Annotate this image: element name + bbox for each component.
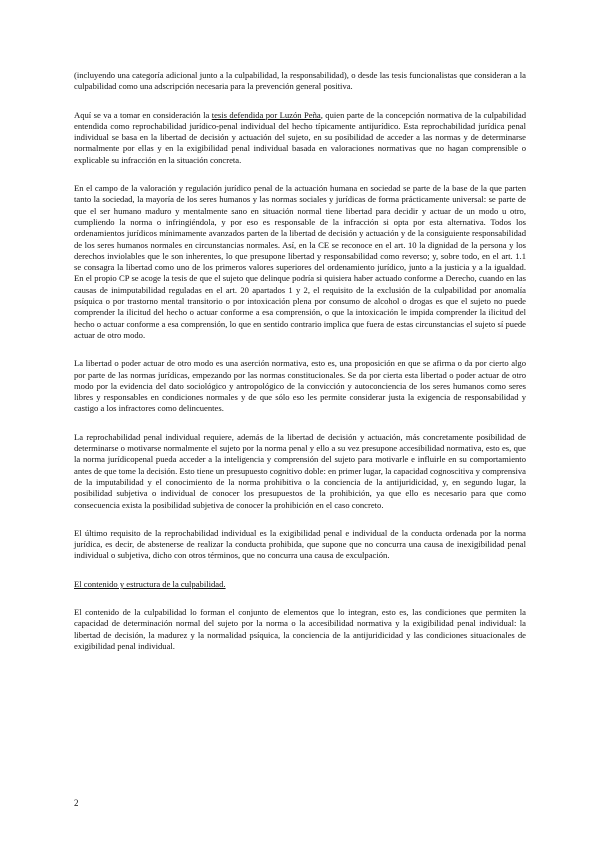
- paragraph-asercion-normativa: La libertad o poder actuar de otro modo es una aserción normativa, esto es, una proposición en que se afirma o da por cierto algo por parte de las normas jurídicas, empezando por las normas constitucionales. Se da por cierta esta libertad o poder actuar de otro modo por la evidencia del dato sociológico y antropológico de la convicción y autoconciencia de los seres humanos como seres libres y responsables en condiciones normales y de que sólo eso les permite considerar justa la exigencia de responsabilidad y castigo a los infractores como delincuentes.: [74, 358, 526, 414]
- section-heading: El contenido y estructura de la culpabilidad.: [74, 578, 226, 589]
- document-body: [74, 70, 526, 669]
- paragraph-contenido: El contenido de la culpabilidad lo forman el conjunto de elementos que lo integran, esto es, las condiciones que permiten la capacidad de determinación normal del sujeto por la norma o la accesibilidad normativa y la exigibilidad penal individual: la libertad de decisión, la madurez y la normalidad psíquica, la conciencia de la antijuridicidad y las condiciones situacionales de exigibilidad penal individual.: [74, 606, 526, 651]
- paragraph-continuation: (incluyendo una categoría adicional junto a la culpabilidad, la responsabilidad), o desde las tesis funcionalistas que consideran a la culpabilidad como una adscripción necesaria para la prevención general positiva.: [74, 70, 526, 92]
- paragraph-luzon-pena: [74, 110, 526, 166]
- paragraph-text: , quien parte de la concepción normativa de la culpabilidad entendida como reprochabilidad jurídico-penal individual del hecho típicamente antijurídico. Esta reprochabilidad jurídica penal individual se basa en la libertad de decisión y actuación del sujeto, en su posibilidad de acceder a las normas y de determinarse normalmente por ellas y en la exigibilidad penal individual basada en valoraciones normativas que no hagan comprensible o explicable su infracción en la situación concreta.: [74, 109, 526, 165]
- paragraph-reprochabilidad: La reprochabilidad penal individual requiere, además de la libertad de decisión y actuación, más concretamente posibilidad de determinarse o motivarse normalmente el sujeto por la norma penal y ello a su vez presupone accesibilidad normativa, esto es, que la norma jurídicopenal pueda acceder a la inteligencia y comprensión del sujeto para motivarle e influirle en su comportamiento antes de que tome la decisión. Esto tiene un presupuesto cognitivo doble: en primer lugar, la capacidad cognoscitiva y comprensiva de la imputabilidad y el conocimiento de la norma prohibitiva o la conciencia de la antijuridicidad, y, en segundo lugar, la posibilidad subjetiva o individual de conocer los presupuestos de la prohibición, ya que ello es necesario para que como consecuencia exista la posibilidad subjetiva de conocer la prohibición en el caso concreto.: [74, 431, 526, 510]
- paragraph-text: Aquí se va a tomar en consideración la: [74, 109, 212, 120]
- underlined-reference: tesis defendida por Luzón Peña: [211, 109, 321, 120]
- page-number: 2: [74, 798, 79, 808]
- paragraph-exigibilidad: El último requisito de la reprochabilidad individual es la exigibilidad penal e individual de la conducta ordenada por la norma jurídica, es decir, de abstenerse de realizar la conducta prohibida, que supone que no concurra una causa de inexigibilidad penal individual o subjetiva, dicho con otros términos, que no concurra una causa de exculpación.: [74, 527, 526, 561]
- paragraph-libertad-regulacion: En el campo de la valoración y regulación jurídico penal de la actuación humana en sociedad se parte de la base de la que parten tanto la sociedad, la mayoría de los seres humanos y las normas sociales y jurídicas de forma prácticamente universal: se parte de que el ser humano maduro y mentalmente sano en situación normal tiene libertad para decidir y actuar de un modo u otro, cumpliendo la norma o infringiéndola, y por eso es responsable de la infracción si opta por esta alternativa. Todos los ordenamientos jurídicos mínimamente avanzados parten de la libertad de decisión y actuación y de la consiguiente responsabilidad de los seres humanos normales en circunstancias normales. Así, en la CE se reconoce en el art. 10 la dignidad de la persona y los derechos inviolables que le son inherentes, lo que presupone libertad y responsabilidad como reverso; y, sobre todo, en el art. 1.1 se consagra la libertad como uno de los primeros valores superiores del ordenamiento jurídico, junto a la justicia y a la igualdad. En el propio CP se acoge la tesis de que el sujeto que delinque podría si quisiera haber actuado conforme a Derecho, cuando en las causas de inimputabilidad reguladas en el art. 20 apartados 1 y 2, el requisito de la exclusión de la culpabilidad por anomalía psíquica o por trastorno mental transitorio o por intoxicación plena por consumo de alcohol o drogas es que el sujeto no puede comprender la ilicitud del hecho o actuar conforme a esa comprensión, o que la intoxicación le impida comprender la ilicitud del hecho o actuar conforme a esa comprensión, lo que en sentido contrario implica que fuera de estas circunstancias el sujeto sí puede actuar de otro modo.: [74, 183, 526, 340]
